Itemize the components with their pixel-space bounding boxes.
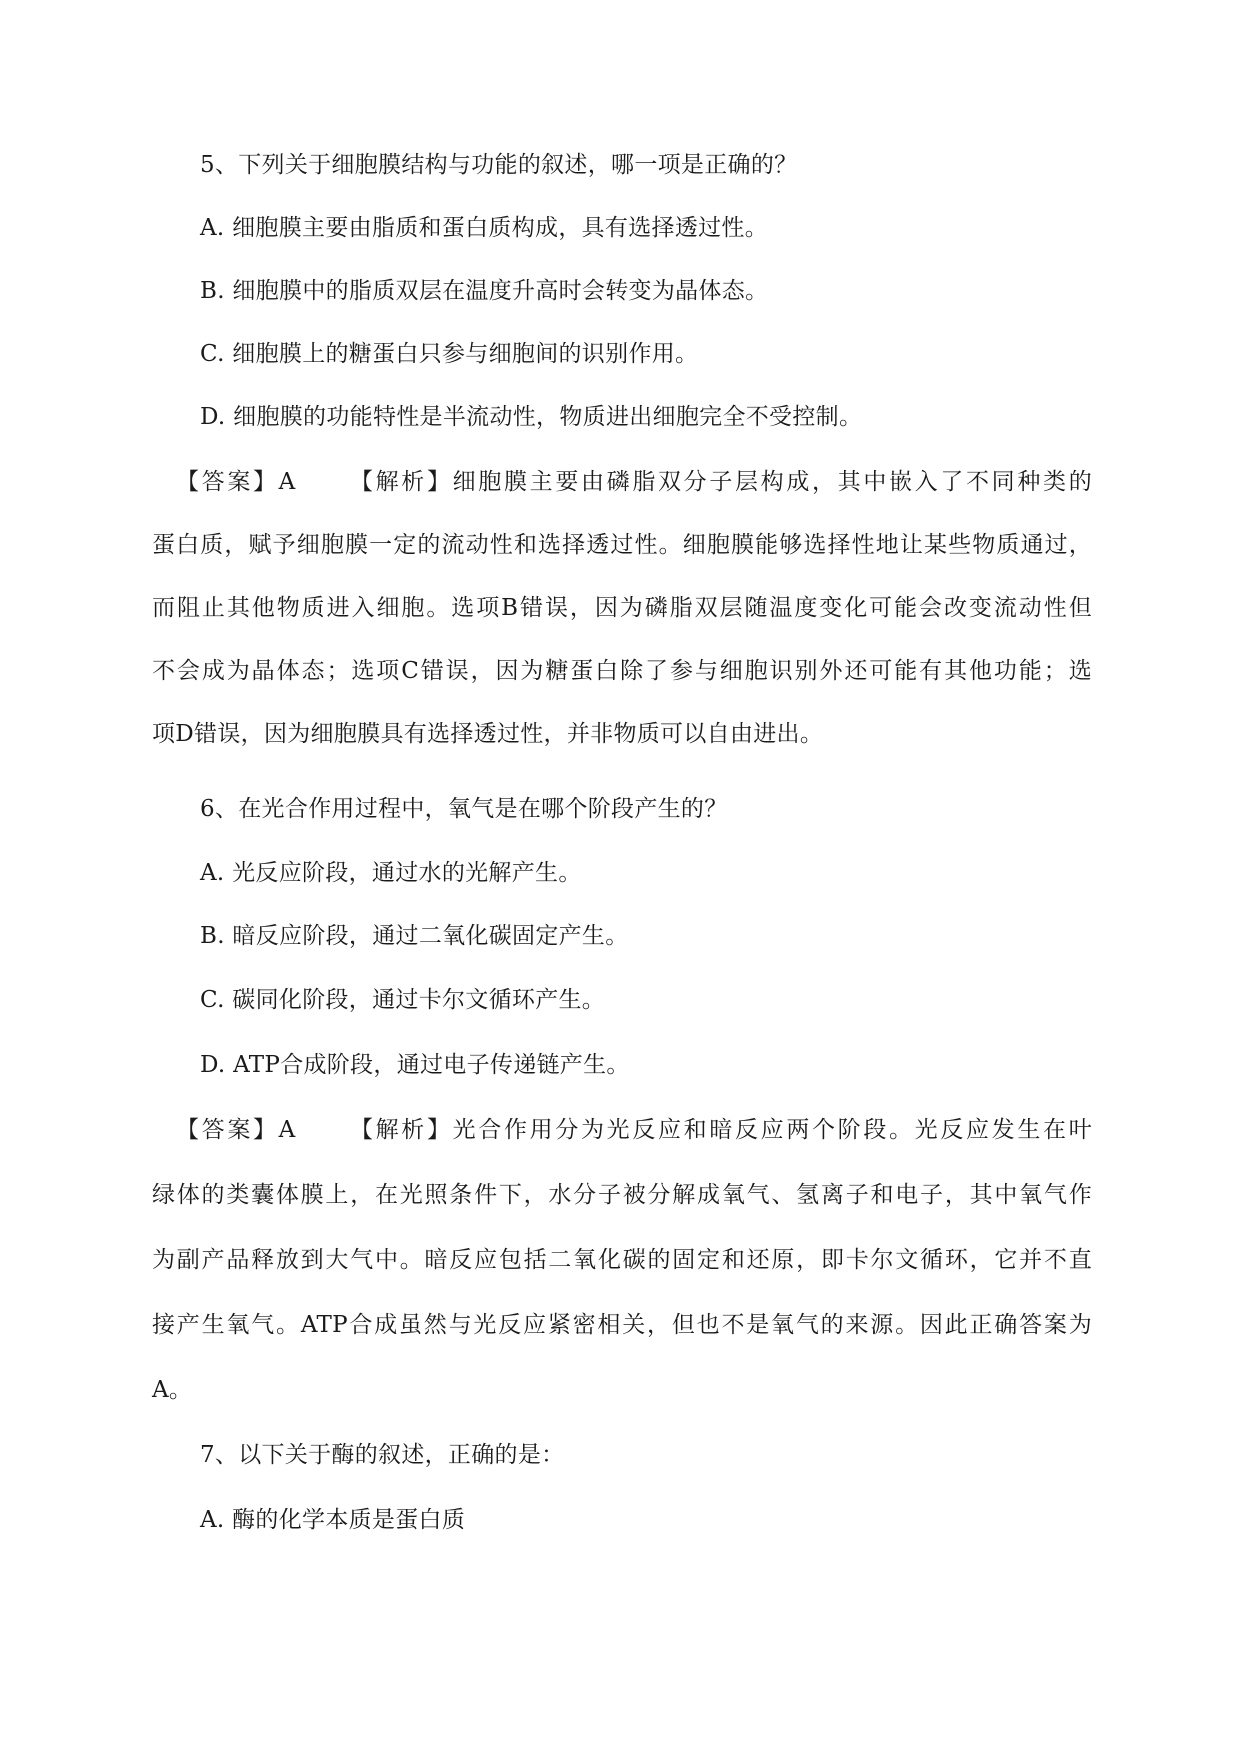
question-5: 5、下列关于细胞膜结构与功能的叙述，哪一项是正确的？	[200, 152, 798, 178]
q6-analysis-line-4: 接产生氧气。ATP合成虽然与光反应紧密相关，但也不是氧气的来源。因此正确答案为	[152, 1312, 1092, 1338]
q6-option-a: A. 光反应阶段，通过水的光解产生。	[200, 860, 582, 886]
q6-option-d: D. ATP合成阶段，通过电子传递链产生。	[200, 1052, 630, 1078]
q6-option-c: C. 碳同化阶段，通过卡尔文循环产生。	[200, 987, 606, 1013]
q5-option-b: B. 细胞膜中的脂质双层在温度升高时会转变为晶体态。	[200, 278, 769, 304]
q6-analysis-line-3: 为副产品释放到大气中。暗反应包括二氧化碳的固定和还原，即卡尔文循环，它并不直	[152, 1247, 1092, 1273]
question-7: 7、以下关于酶的叙述，正确的是：	[200, 1442, 565, 1468]
q5-analysis-label: 【解析】	[347, 469, 453, 495]
q6-answer-label: 【答案】A	[176, 1117, 296, 1143]
q5-analysis-line-5: 项D错误，因为细胞膜具有选择透过性，并非物质可以自由进出。	[152, 721, 824, 747]
q5-answer-label: 【答案】A	[176, 469, 296, 495]
q5-option-d: D. 细胞膜的功能特性是半流动性，物质进出细胞完全不受控制。	[200, 404, 863, 430]
q6-option-b: B. 暗反应阶段，通过二氧化碳固定产生。	[200, 923, 629, 949]
q6-analysis-label: 【解析】	[347, 1117, 453, 1143]
q5-analysis-line-4: 不会成为晶体态；选项C错误，因为糖蛋白除了参与细胞识别外还可能有其他功能；选	[152, 658, 1092, 684]
question-6: 6、在光合作用过程中，氧气是在哪个阶段产生的？	[200, 796, 728, 822]
q7-option-a: A. 酶的化学本质是蛋白质	[200, 1507, 466, 1533]
q5-answer-line	[176, 467, 1092, 497]
q6-analysis-line-1: 光合作用分为光反应和暗反应两个阶段。光反应发生在叶	[452, 1117, 1092, 1143]
q5-option-a: A. 细胞膜主要由脂质和蛋白质构成，具有选择透过性。	[200, 215, 769, 241]
q5-option-c: C. 细胞膜上的糖蛋白只参与细胞间的识别作用。	[200, 341, 699, 367]
q5-analysis-line-2: 蛋白质，赋予细胞膜一定的流动性和选择透过性。细胞膜能够选择性地让某些物质通过，	[152, 532, 1092, 558]
q5-analysis-line-3: 而阻止其他物质进入细胞。选项B错误，因为磷脂双层随温度变化可能会改变流动性但	[152, 595, 1092, 621]
q5-analysis-line-1: 细胞膜主要由磷脂双分子层构成，其中嵌入了不同种类的	[452, 469, 1092, 495]
q6-answer-line	[176, 1115, 1092, 1145]
q6-analysis-line-5: A。	[152, 1377, 193, 1403]
q6-analysis-line-2: 绿体的类囊体膜上，在光照条件下，水分子被分解成氧气、氢离子和电子，其中氧气作	[152, 1182, 1092, 1208]
